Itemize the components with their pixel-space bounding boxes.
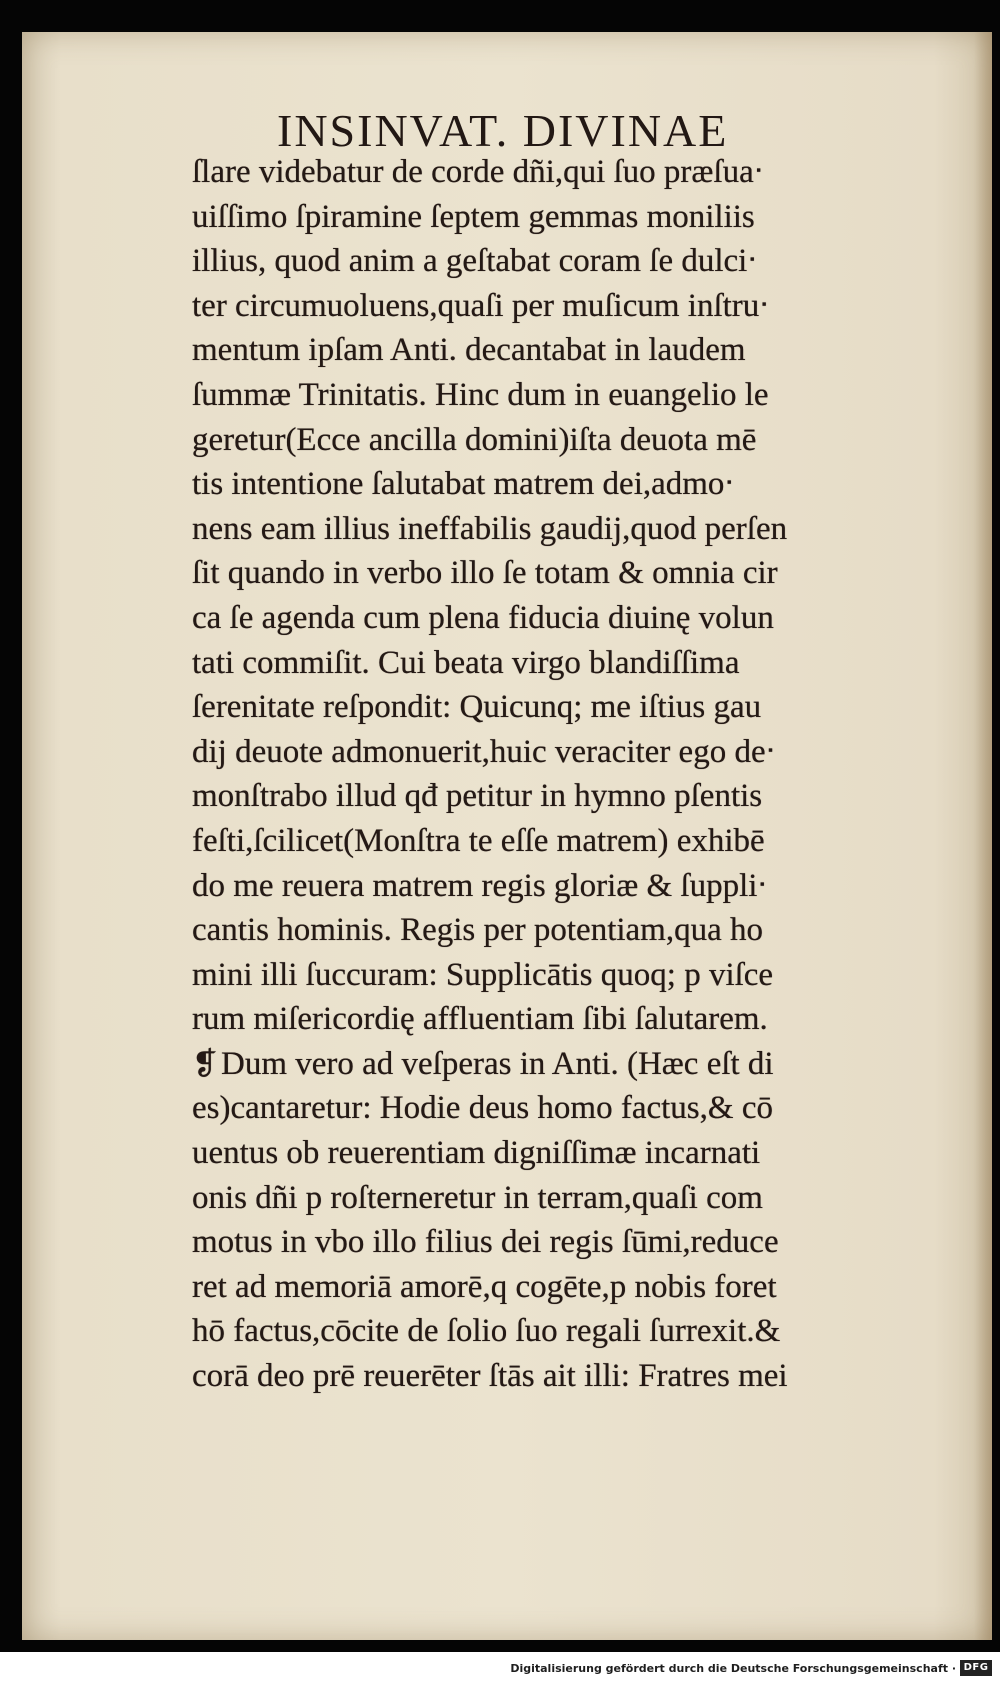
text-line: dij deuote admonuerit,huic veraciter ego deᐧ (192, 733, 775, 770)
text-line: uentus ob reuerentiam digniſſimæ incarnati (192, 1135, 761, 1172)
text-line: ret ad memoriā amorē,q cogēte,p nobis foret (192, 1268, 777, 1305)
text-line: ter circumuoluens,quaſi per muſicum inſtruᐧ (192, 287, 768, 324)
text-line: mini illi ſuccuram: Supplicātis quoq; p viſce (192, 956, 774, 993)
paragraph-mark-icon: ❡ (192, 1045, 218, 1081)
text-line: cantis hominis. Regis per potentiam,qua ho (192, 912, 763, 949)
text-line: ſerenitate reſpondit: Quicunq; me iſtius gau (192, 689, 762, 726)
text-line: ca ſe agenda cum plena fiducia diuinę volun (192, 599, 774, 636)
text-line: Dum vero ad veſperas in Anti. (Hæc eſt di (220, 1045, 774, 1082)
text-line: motus in vbo illo filius dei regis ſūmi,reduce (192, 1224, 779, 1261)
text-line: hō factus,cōcite de ſolio ſuo regali ſurrexit.& (192, 1313, 781, 1350)
text-line: geretur(Ecce ancilla domini)iſta deuota mē (192, 421, 757, 458)
text-line: tis intentione ſalutabat matrem dei,admoᐧ (192, 466, 733, 503)
text-line: ſummæ Trinitatis. Hinc dum in euangelio le (192, 376, 769, 413)
running-head: INSINVAT. DIVINAE (277, 105, 729, 156)
text-line: tati commiſit. Cui beata virgo blandiſſima (192, 644, 740, 681)
text-line: es)cantaretur: Hodie deus homo factus,& cō (192, 1090, 773, 1127)
text-line: monſtrabo illud qđ petitur in hymno pſentis (192, 778, 763, 815)
funding-credit: Digitalisierung gefördert durch die Deutsche Forschungsgemeinschaft · (510, 1662, 956, 1675)
text-line: feſti,ſcilicet(Monſtra te eſſe matrem) exhibē (192, 822, 765, 859)
text-line: onis dñi p roſterneretur in terram,quaſi com (192, 1179, 763, 1216)
text-line: illius, quod anim a geſtabat coram ſe dulciᐧ (192, 243, 756, 280)
footer-bar (0, 1652, 1000, 1686)
text-line: corā deo prē reuerēter ſtās ait illi: Fratres mei (192, 1358, 788, 1395)
text-line: mentum ipſam Anti. decantabat in laudem (192, 332, 746, 369)
dfg-logo: DFG (960, 1660, 992, 1676)
paragraph-line (192, 1042, 952, 1087)
book-page (22, 32, 992, 1640)
text-line: nens eam illius ineffabilis gaudij,quod perſen (192, 510, 788, 547)
text-line: uiſſimo ſpiramine ſeptem gemmas moniliis (192, 198, 755, 235)
text-line: rum miſericordię affluentiam ſibi ſalutarem. (192, 1001, 768, 1038)
text-line: ſit quando in verbo illo ſe totam & omnia cir (192, 555, 778, 592)
text-block (192, 150, 952, 1399)
text-line: ſlare videbatur de corde dñi,qui ſuo præſuaᐧ (192, 154, 763, 190)
text-line: do me reuera matrem regis gloriæ & ſuppliᐧ (192, 867, 766, 904)
